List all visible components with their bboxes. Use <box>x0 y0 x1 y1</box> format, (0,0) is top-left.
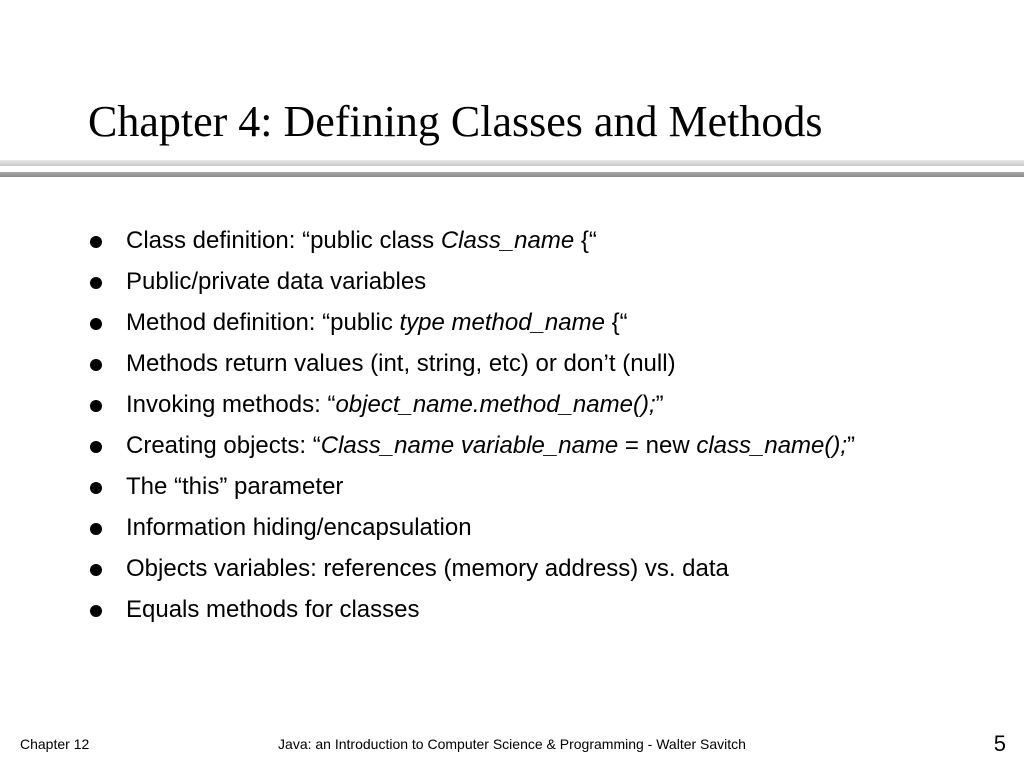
bullet-text-italic: class_name(); <box>696 432 848 459</box>
bullet-text-run: Methods return values (int, string, etc) or don’t (null) <box>126 350 676 377</box>
bullet-text-run: Class definition: “public class <box>126 227 441 254</box>
bullet-item <box>86 593 986 627</box>
bullet-dot-icon <box>90 482 102 494</box>
bullet-text <box>126 432 855 459</box>
bullet-item <box>86 388 986 422</box>
bullet-item <box>86 470 986 504</box>
title-divider-dark <box>0 172 1024 177</box>
footer-course-title: Java: an Introduction to Computer Science & Programming - Walter Savitch <box>278 736 746 752</box>
bullet-text-run: Equals methods for classes <box>126 596 420 623</box>
bullet-text <box>126 309 628 336</box>
bullet-item <box>86 224 986 258</box>
bullet-dot-icon <box>90 564 102 576</box>
bullet-text-italic: type method_name <box>399 309 605 336</box>
bullet-dot-icon <box>90 236 102 248</box>
bullet-item <box>86 306 986 340</box>
bullet-dot-icon <box>90 359 102 371</box>
bullet-text-italic: Class_name variable_name <box>320 432 619 459</box>
bullet-text <box>126 596 419 623</box>
bullet-text-run: ” <box>847 432 856 459</box>
bullet-item <box>86 347 986 381</box>
bullet-text-run: = new <box>618 432 697 459</box>
bullet-text-run: {“ <box>604 309 628 336</box>
bullet-text <box>126 555 729 582</box>
bullet-text-run: The “this” parameter <box>126 473 344 500</box>
bullet-text-run: Creating objects: “ <box>126 432 321 459</box>
bullet-dot-icon <box>90 605 102 617</box>
bullet-text <box>126 227 597 254</box>
bullet-dot-icon <box>90 318 102 330</box>
slide-number: 5 <box>993 731 1006 756</box>
bullet-text <box>126 514 472 541</box>
bullet-list <box>86 224 986 634</box>
bullet-item <box>86 265 986 299</box>
bullet-text-run: Information hiding/encapsulation <box>126 514 472 541</box>
bullet-text <box>126 473 343 500</box>
bullet-dot-icon <box>90 277 102 289</box>
title-divider-light <box>0 160 1024 166</box>
bullet-text-run: Public/private data variables <box>126 268 427 295</box>
bullet-item <box>86 511 986 545</box>
bullet-item <box>86 552 986 586</box>
bullet-text-italic: Class_name <box>440 227 575 254</box>
bullet-text-run: {“ <box>574 227 597 254</box>
bullet-text-run: ” <box>655 391 664 418</box>
bullet-item <box>86 429 986 463</box>
bullet-text-italic: object_name.method_name(); <box>335 391 656 418</box>
bullet-text-run: Method definition: “public <box>126 309 400 336</box>
bullet-dot-icon <box>90 400 102 412</box>
slide-title: Chapter 4: Defining Classes and Methods <box>88 97 823 146</box>
bullet-dot-icon <box>90 523 102 535</box>
bullet-text <box>126 350 676 377</box>
bullet-text-run: Objects variables: references (memory address) vs. data <box>126 555 729 582</box>
bullet-text-run: Invoking methods: “ <box>126 391 336 418</box>
bullet-dot-icon <box>90 441 102 453</box>
bullet-text <box>126 268 426 295</box>
footer-chapter: Chapter 12 <box>20 736 90 752</box>
bullet-text <box>126 391 664 418</box>
